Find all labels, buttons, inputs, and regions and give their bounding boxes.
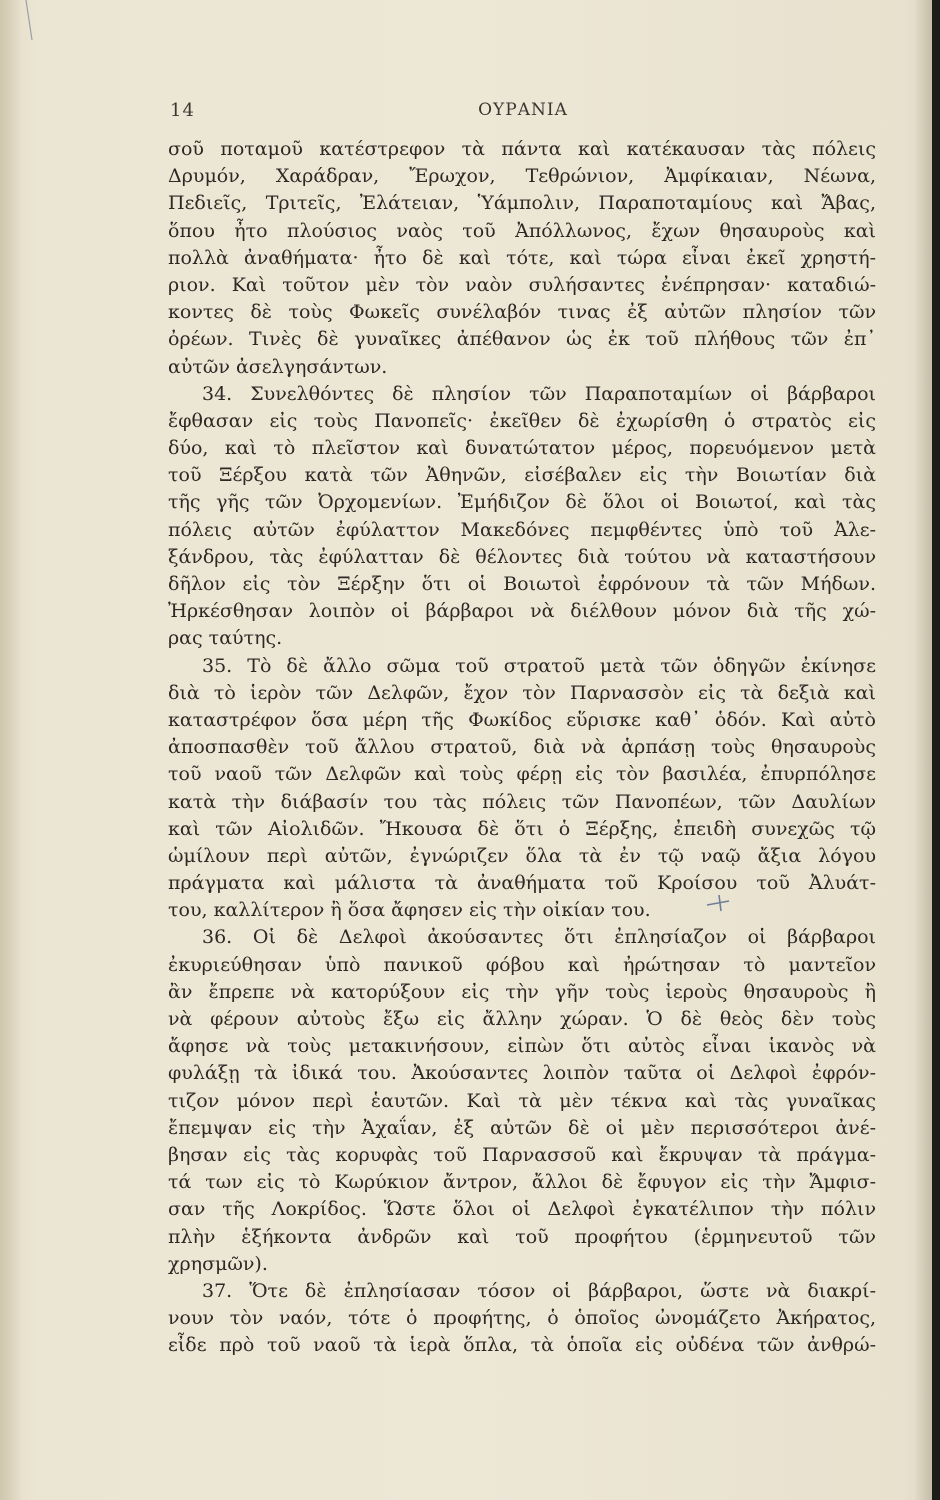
text-line: πράγματα καὶ μάλιστα τὰ ἀναθήματα τοῦ Κροίσου τοῦ Ἀλυάτ- — [168, 872, 876, 895]
text-line: δῆλον εἰς τὸν Ξέρξην ὅτι οἱ Βοιωτοὶ ἐφρόνουν τὰ τῶν Μήδων. — [168, 573, 876, 595]
text-line: 36. Οἱ δὲ Δελφοὶ ἀκούσαντες ὅτι ἐπλησίαζον οἱ βάρβαροι — [202, 926, 876, 949]
margin-pencil-scratch — [18, 0, 48, 80]
text-line: νουν τὸν ναόν, τότε ὁ προφήτης, ὁ ὁποῖος ὠνομάζετο Ἀκήρατος, — [168, 1307, 876, 1330]
text-line: τοῦ Ξέρξου κατὰ τῶν Ἀθηνῶν, εἰσέβαλεν εἰς τὴν Βοιωτίαν διὰ — [168, 464, 876, 487]
text-line: φυλάξῃ τὰ ἰδικά του. Ἀκούσαντες λοιπὸν ταῦτα οἱ Δελφοὶ ἐφρόν- — [168, 1062, 876, 1085]
text-line: νὰ φέρουν αὐτοὺς ἔξω εἰς ἄλλην χώραν. Ὁ δὲ θεὸς δὲν τοὺς — [168, 1008, 876, 1030]
text-line: Πεδιεῖς, Τριτεῖς, Ἐλάτειαν, Ὑάμπολιν, Παραποταμίους καὶ Ἄβας, — [168, 192, 876, 215]
text-line: ἐκυριεύθησαν ὑπὸ πανικοῦ φόβου καὶ ἠρώτησαν τὸ μαντεῖον — [168, 953, 876, 976]
text-line: καταστρέφον ὅσα μέρη τῆς Φωκίδος εὕρισκε καθ᾽ ὁδόν. Καὶ αὐτὸ — [168, 708, 876, 731]
text-line: ἀποσπασθὲν τοῦ ἄλλου στρατοῦ, διὰ νὰ ἁρπάσῃ τοὺς θησαυροὺς — [168, 736, 876, 759]
text-line: τά των εἰς τὸ Κωρύκιον ἄντρον, ἄλλοι δὲ ἔφυγον εἰς τὴν Ἄμφισ- — [168, 1171, 876, 1194]
text-line: ὀρέων. Τινὲς δὲ γυναῖκες ἀπέθανον ὡς ἐκ τοῦ πλήθους τῶν ἐπ᾽ — [168, 328, 876, 351]
text-line: ἔφθασαν εἰς τοὺς Πανοπεῖς· ἐκεῖθεν δὲ ἐχωρίσθη ὁ στρατὸς εἰς — [168, 409, 876, 432]
text-line: 37. Ὅτε δὲ ἐπλησίασαν τόσον οἱ βάρβαροι, ὥστε νὰ διακρί- — [202, 1279, 876, 1302]
text-line: ριον. Καὶ τοῦτον μὲν τὸν ναὸν συλήσαντες ἐνέπρησαν· καταδιώ- — [168, 273, 876, 296]
text-line: 34. Συνελθόντες δὲ πλησίον τῶν Παραποταμίων οἱ βάρβαροι — [202, 382, 876, 405]
text-line: πολλὰ ἀναθήματα· ἦτο δὲ καὶ τότε, καὶ τώρα εἶναι ἐκεῖ χρηστή- — [168, 246, 876, 269]
text-line: τῆς γῆς τῶν Ὀρχομενίων. Ἐμήδιζον δὲ ὅλοι οἱ Βοιωτοί, καὶ τὰς — [168, 491, 876, 514]
page-binding-shadow — [0, 0, 22, 1500]
text-line: κοντες δὲ τοὺς Φωκεῖς συνέλαβόν τινας ἐξ αὐτῶν πλησίον τῶν — [168, 301, 876, 324]
text-line: ἂν ἔπρεπε νὰ κατορύξουν εἰς τὴν γῆν τοὺς ἱεροὺς θησαυροὺς ἢ — [168, 980, 876, 1003]
text-line: δύο, καὶ τὸ πλεῖστον καὶ δυνατώτατον μέρος, πορευόμενον μετὰ — [168, 437, 876, 460]
text-line: βησαν εἰς τὰς κορυφὰς τοῦ Παρνασσοῦ καὶ ἔκρυψαν τὰ πράγμα- — [168, 1143, 876, 1166]
text-line: τοῦ ναοῦ τῶν Δελφῶν καὶ τοὺς φέρῃ εἰς τὸν βασιλέα, ἐπυρπόλησε — [168, 763, 876, 786]
text-line: Ἠρκέσθησαν λοιπὸν οἱ βάρβαροι νὰ διέλθουν μόνον διὰ τῆς χώ- — [168, 600, 876, 623]
book-title: ΟΥΡΑΝΙΑ — [478, 100, 568, 120]
text-line: Δρυμόν, Χαράδραν, Ἔρωχον, Τεθρώνιον, Ἀμφίκαιαν, Νέωνα, — [168, 165, 876, 188]
text-line: κατὰ τὴν διάβασίν του τὰς πόλεις τῶν Πανοπέων, τῶν Δαυλίων — [168, 790, 876, 813]
text-line: ξάνδρου, τὰς ἐφύλατταν δὲ θέλοντες διὰ τούτου νὰ καταστήσουν — [168, 545, 876, 568]
text-line: πόλεις αὐτῶν ἐφύλαττον Μακεδόνες πεμφθέντες ὑπὸ τοῦ Ἀλε- — [168, 518, 876, 541]
text-line: ρας ταύτης. — [168, 627, 283, 650]
text-line: διὰ τὸ ἱερὸν τῶν Δελφῶν, ἔχον τὸν Παρνασσὸν εἰς τὰ δεξιὰ καὶ — [168, 681, 876, 704]
pencil-annotation-mark — [705, 893, 735, 913]
text-line: 35. Τὸ δὲ ἄλλο σῶμα τοῦ στρατοῦ μετὰ τῶν ὁδηγῶν ἐκίνησε — [202, 654, 876, 677]
page-edge-shade — [914, 0, 932, 1500]
text-line: χρησμῶν). — [168, 1252, 268, 1275]
text-line: τιζον μόνον περὶ ἑαυτῶν. Καὶ τὰ μὲν τέκνα καὶ τὰς γυναῖκας — [168, 1089, 876, 1112]
text-line: εἶδε πρὸ τοῦ ναοῦ τὰ ἱερὰ ὅπλα, τὰ ὁποῖα εἰς οὐδένα τῶν ἀνθρώ- — [168, 1334, 876, 1357]
text-line: καὶ τῶν Αἰολιδῶν. Ἤκουσα δὲ ὅτι ὁ Ξέρξης, ἐπειδὴ συνεχῶς τῷ — [168, 817, 876, 840]
text-line: ὡμίλουν περὶ αὐτῶν, ἐγνώριζεν ὅλα τὰ ἐν τῷ ναῷ ἄξια λόγου — [168, 844, 876, 867]
text-line: σαν τῆς Λοκρίδος. Ὥστε ὅλοι οἱ Δελφοὶ ἐγκατέλιπον τὴν πόλιν — [168, 1198, 876, 1221]
text-line: πλὴν ἑξήκοντα ἀνδρῶν καὶ τοῦ προφήτου (ἑρμηνευτοῦ τῶν — [168, 1225, 876, 1248]
text-line: ὅπου ἦτο πλούσιος ναὸς τοῦ Ἀπόλλωνος, ἔχων θησαυροὺς καὶ — [168, 219, 876, 242]
text-line: ἄφησε νὰ τοὺς μετακινήσουν, εἰπὼν ὅτι αὐτὸς εἶναι ἱκανὸς νὰ — [168, 1035, 876, 1058]
text-line: του, καλλίτερον ἢ ὅσα ἄφησεν εἰς τὴν οἰκίαν του. — [168, 899, 651, 922]
text-line: σοῦ ποταμοῦ κατέστρεφον τὰ πάντα καὶ κατέκαυσαν τὰς πόλεις — [168, 138, 876, 160]
text-line: αὐτῶν ἀσελγησάντων. — [168, 355, 388, 378]
text-line: ἔπεμψαν εἰς τὴν Ἀχαΐαν, ἐξ αὐτῶν δὲ οἱ μὲν περισσότεροι ἀνέ- — [168, 1116, 876, 1139]
page-number: 14 — [170, 100, 195, 121]
body-text — [168, 136, 876, 1359]
page-edge-dark — [932, 0, 940, 1500]
running-head — [170, 100, 876, 130]
